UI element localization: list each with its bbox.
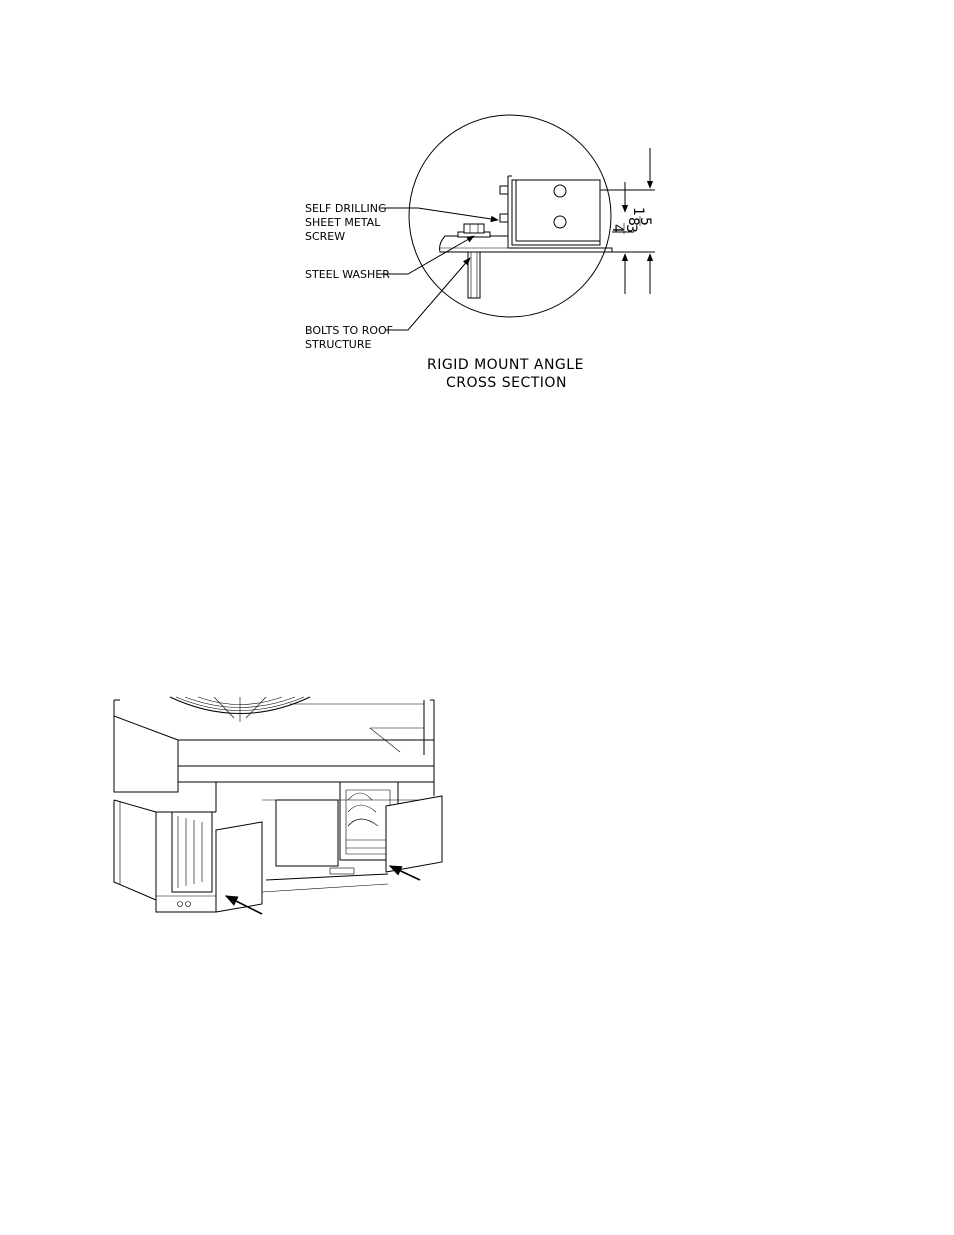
svg-text:8: 8: [625, 217, 641, 226]
bottom-cabinet: [114, 782, 442, 912]
dim-lower-value: [609, 223, 639, 234]
left-access-door: [216, 822, 262, 912]
label-screw-line1: SELF DRILLING: [305, 202, 387, 215]
screw-head-lower: [500, 214, 508, 222]
mount-angle-bracket: [512, 180, 600, 245]
center-panel: [276, 800, 338, 866]
unit-wall: [500, 176, 512, 248]
base-flange: [440, 236, 612, 252]
label-bolts-line1: BOLTS TO ROOF: [305, 324, 393, 337]
rigid-mount-angle-detail: [305, 115, 655, 391]
screw-head-upper: [500, 186, 508, 194]
label-bolts-line2: STRUCTURE: [305, 338, 372, 351]
caption-line2: CROSS SECTION: [446, 375, 567, 391]
dimension-lower: [612, 182, 634, 294]
condenser-fan: [170, 697, 310, 722]
right-access-door: [386, 796, 442, 872]
caption-line1: RIGID MOUNT ANGLE: [427, 357, 584, 373]
washer-and-nut: [458, 224, 490, 237]
svg-text:4: 4: [609, 224, 625, 233]
svg-text:3: 3: [623, 224, 639, 233]
label-screw-line2: SHEET METAL: [305, 216, 381, 229]
top-cabinet: [114, 700, 434, 792]
detail-circle: [409, 115, 611, 317]
label-washer: STEEL WASHER: [305, 268, 390, 281]
svg-text:5: 5: [637, 217, 653, 226]
rooftop-unit-illustration: [114, 697, 442, 914]
label-screw-line3: SCREW: [305, 230, 346, 243]
bracket-hole-upper: [554, 185, 566, 197]
bracket-hole-lower: [554, 216, 566, 228]
svg-text:1: 1: [630, 207, 646, 216]
